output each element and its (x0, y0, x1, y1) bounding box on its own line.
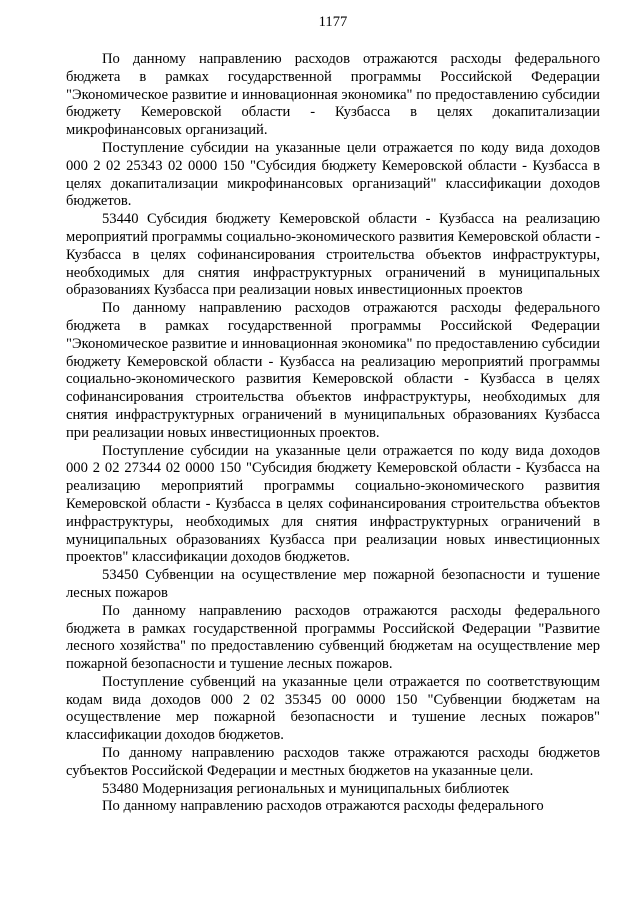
document-page (66, 0, 600, 816)
paragraph-2: Поступление субсидии на указанные цели отражается по коду вида доходов 000 2 02 25343 02 0000 150 "Субсидия бюджету Кемеровской области - Кузбасса в целях докапитализации микрофинансовых организаций" классификации доходов бюджетов. (66, 139, 600, 210)
paragraph-3: По данному направлению расходов отражаются расходы федерального бюджета в рамках государственной программы Российской Федерации "Экономическое развитие и инновационная экономика" по предоставлению субсидии бюджету Кемеровской области - Кузбасса на реализацию мероприятий программы социально-экономического развития Кемеровской области - Кузбасса в целях софинансирования строительства объектов инфраструктуры, необходимых для снятия инфраструктурных ограничений в муниципальных образованиях Кузбасса при реализации новых инвестиционных проектов. (66, 300, 600, 441)
section-heading-53480: 53480 Модернизация региональных и муниципальных библиотек (102, 780, 510, 797)
paragraph-8: По данному направлению расходов отражаются расходы федерального (102, 798, 544, 815)
paragraph-6: Поступление субвенций на указанные цели отражается по соответствующим кодам вида доходов 000 2 02 35345 00 0000 150 "Субвенции бюджетам на осуществление мер пожарной безопасности и тушение лесных пожаров" классификации доходов бюджетов. (66, 673, 600, 744)
paragraph-5: По данному направлению расходов отражаются расходы федерального бюджета в рамках государственной программы Российской Федерации "Развитие лесного хозяйства" по предоставлению субвенций бюджетам на осуществление мер пожарной безопасности и тушение лесных пожаров. (66, 602, 600, 673)
paragraph-7: По данному направлению расходов также отражаются расходы бюджетов субъектов Российской Федерации и местных бюджетов на указанные цели. (66, 745, 600, 779)
section-heading-53440: 53440 Субсидия бюджету Кемеровской области - Кузбасса на реализацию мероприятий программы социально-экономического развития Кемеровской области - Кузбасса в целях софинансирования строительства объектов инфраструктуры, необходимых для снятия инфраструктурных ограничений в муниципальных образованиях Кузбасса при реализации новых инвестиционных проектов (66, 211, 600, 299)
paragraph-4: Поступление субсидии на указанные цели отражается по коду вида доходов 000 2 02 27344 02 0000 150 "Субсидия бюджету Кемеровской области - Кузбасса на реализацию мероприятий программы социально-экономического развития Кемеровской области - Кузбасса в целях софинансирования строительства объектов инфраструктуры, необходимых для снятия инфраструктурных ограничений в муниципальных образованиях Кузбасса при реализации новых инвестиционных проектов" классификации доходов бюджетов. (66, 442, 600, 566)
page-number: 1177 (318, 14, 348, 30)
paragraph-1: По данному направлению расходов отражаются расходы федерального бюджета в рамках государственной программы Российской Федерации "Экономическое развитие и инновационная экономика" по предоставлению субсидии бюджету Кемеровской области - Кузбасса в целях докапитализации микрофинансовых организаций. (66, 51, 600, 139)
section-heading-53450: 53450 Субвенции на осуществление мер пожарной безопасности и тушение лесных пожаров (66, 567, 600, 601)
